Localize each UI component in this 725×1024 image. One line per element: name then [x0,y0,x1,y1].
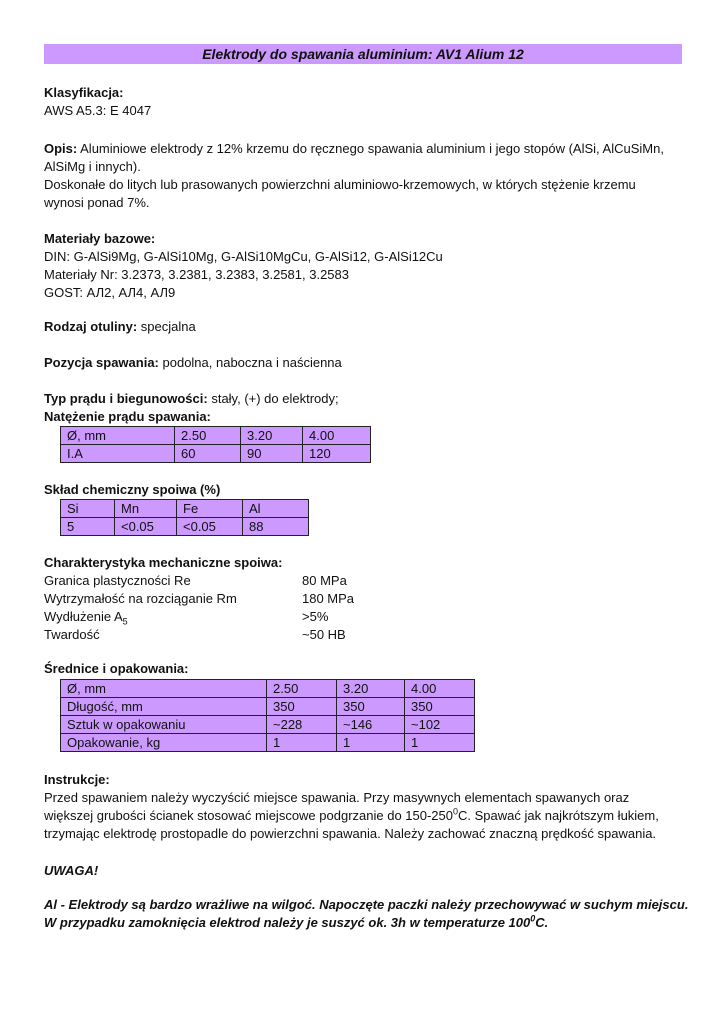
base-materials-heading: Materiały bazowe: [44,231,156,246]
mechanical-row [44,572,684,590]
position-label: Pozycja spawania: [44,355,159,370]
description-line: wynosi ponad 7%. [44,195,150,210]
table-cell: 2.50 [175,427,241,445]
table-cell: 2.50 [267,680,337,698]
chemistry-table [60,499,309,536]
mechanical-key: Twardość [44,627,100,642]
current-type-value: stały, (+) do elektrody; [207,391,339,406]
description-section [44,140,684,212]
current-section [44,390,684,426]
mechanical-value: ~50 HB [302,627,346,642]
description-line: Aluminiowe elektrody z 12% krzemu do ręcznego spawania aluminium i jego stopów (AlSi, AlCuSiMn, [77,141,664,156]
classification-heading: Klasyfikacja: [44,85,124,100]
table-cell: 1 [267,734,337,752]
table-cell: Si [61,500,115,518]
table-cell: Mn [115,500,177,518]
table-cell: 90 [241,445,303,463]
warning-heading: UWAGA! [44,863,99,878]
warning-section [44,862,689,932]
table-cell: 1 [337,734,405,752]
current-type-label: Typ prądu i biegunowości: [44,391,208,406]
mechanical-key: Wydłużenie $A_5$ [44,609,128,627]
gost-materials: GOST: АЛ2, АЛ4, АЛ9 [44,285,176,300]
coating-row [44,318,684,336]
base-materials-section [44,230,684,302]
table-cell: ~228 [267,716,337,734]
table-cell: ~146 [337,716,405,734]
table-cell: <0.05 [115,518,177,536]
instructions-line: Przed spawaniem należy wyczyścić miejsce spawania. Przy masywnych elementach spawanych oraz [44,790,630,805]
coating-value: specjalna [137,319,196,334]
mechanical-key: Granica plastyczności Re [44,573,191,588]
table-cell: 350 [405,698,475,716]
table-row [61,734,475,752]
table-cell: Ø, mm [61,680,267,698]
table-cell: 88 [243,518,309,536]
mechanical-value: 80 MPa [302,573,347,588]
subscript: 5 [122,616,128,627]
table-cell: Opakowanie, kg [61,734,267,752]
instructions-section [44,771,684,843]
packaging-table [60,679,475,752]
mechanical-value: >5% [302,609,329,624]
description-label: Opis: [44,141,78,156]
table-cell: 5 [61,518,115,536]
mechanical-heading: Charakterystyka mechaniczne spoiwa: [44,555,283,570]
table-row [61,500,309,518]
table-row [61,427,371,445]
table-row [61,518,309,536]
instructions-line: trzymając elektrodę prostopadle do powierzchni spawania. Należy zachować znaczną prędkość spawania. [44,826,657,841]
table-cell: 120 [303,445,371,463]
mechanical-row [44,590,684,608]
material-numbers: Materiały Nr: 3.2373, 3.2381, 3.2383, 3.2581, 3.2583 [44,267,349,282]
description-line: AlSiMg i innych). [44,159,141,174]
table-cell: 3.20 [337,680,405,698]
table-cell: Al [243,500,309,518]
mechanical-value: 180 MPa [302,591,355,606]
din-materials: DIN: G-AlSi9Mg, G-AlSi10Mg, G-AlSi10MgCu, G-AlSi12, G-AlSi12Cu [44,249,443,264]
table-cell: Fe [177,500,243,518]
mechanical-row [44,626,684,644]
current-table [60,426,371,463]
mechanical-key: Wytrzymałość na rozciąganie Rm [44,591,237,606]
table-cell: 3.20 [241,427,303,445]
table-cell: 350 [267,698,337,716]
table-cell: 4.00 [405,680,475,698]
chemistry-heading: Skład chemiczny spoiwa (%) [44,482,221,497]
packaging-heading: Średnice i opakowania: [44,661,189,676]
mechanical-row [44,608,684,626]
table-row [61,445,371,463]
table-cell: 350 [337,698,405,716]
current-table-heading: Natężenie prądu spawania: [44,409,211,424]
table-cell: I.A [61,445,175,463]
coating-label: Rodzaj otuliny: [44,319,138,334]
table-cell: 1 [405,734,475,752]
warning-line: Al - Elektrody są bardzo wrażliwe na wilgoć. Napoczęte paczki należy przechowywać w suchym miejscu. [44,897,689,912]
table-cell: Ø, mm [61,427,175,445]
table-cell: 4.00 [303,427,371,445]
classification-value: AWS A5.3: E 4047 [44,103,152,118]
table-cell: <0.05 [177,518,243,536]
table-cell: Sztuk w opakowaniu [61,716,267,734]
classification-section [44,84,684,120]
document-title: Elektrody do spawania aluminium: AV1 Alium 12 [44,44,682,64]
position-value: podolna, naboczna i naścienna [158,355,342,370]
warning-line: W przypadku zamoknięcia elektrod należy je suszyć ok. 3h w temperaturze $100^0C$. [44,913,549,930]
table-cell: ~102 [405,716,475,734]
table-row [61,680,475,698]
instructions-heading: Instrukcje: [44,772,110,787]
superscript: 0 [453,806,459,817]
table-cell: Długość, mm [61,698,267,716]
description-line: Doskonałe do litych lub prasowanych powierzchni aluminiowo-krzemowych, w których stężenie krzemu [44,177,636,192]
instructions-line: większej grubości ścianek stosować miejscowe podgrzanie do $150-250^0C$. Spawać jak najkrótszym łukiem, [44,806,659,823]
position-row [44,354,684,372]
superscript: 0 [530,913,536,924]
table-row [61,698,475,716]
mechanical-section [44,554,684,644]
table-cell: 60 [175,445,241,463]
table-row [61,716,475,734]
